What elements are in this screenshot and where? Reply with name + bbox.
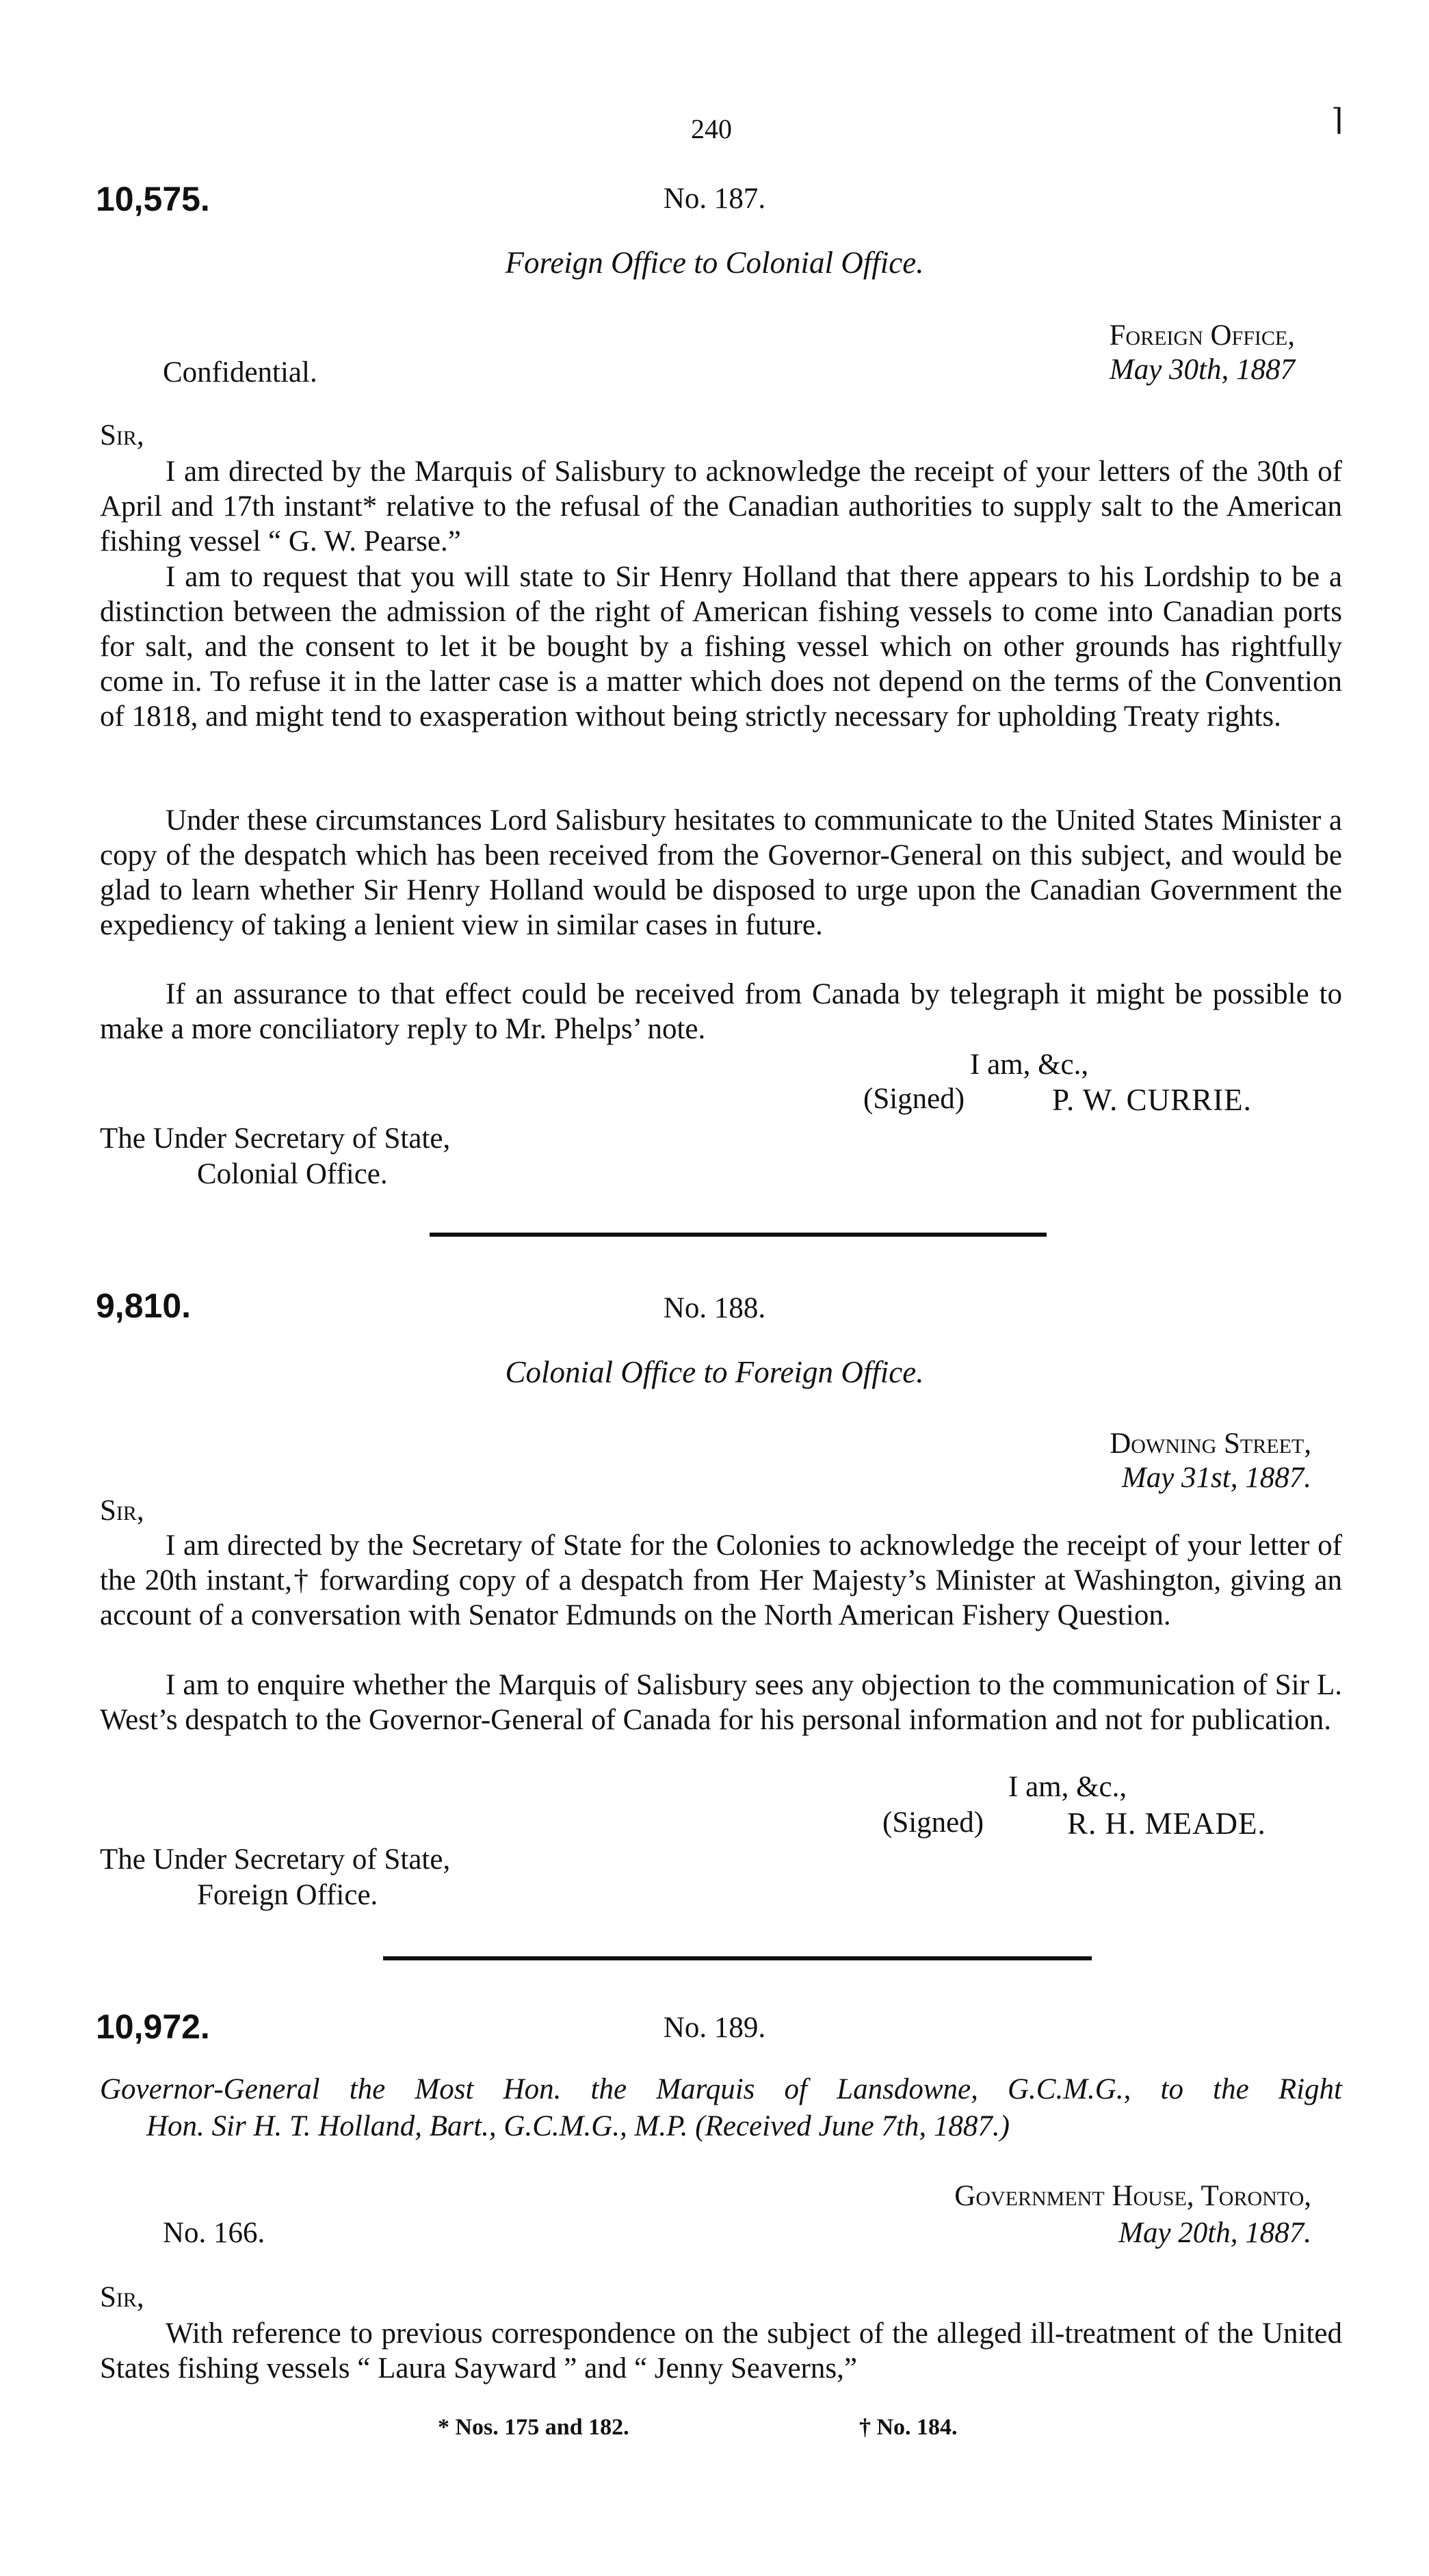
despatch-number: No. 166. [163, 2217, 265, 2249]
signatory: R. H. MEADE. [1067, 1806, 1266, 1841]
letter-heading-line-1: Governor-General the Most Hon. the Marquis of Lansdowne, G.C.M.G., to the Right [100, 2073, 1342, 2105]
body-paragraph-3: Under these circumstances Lord Salisbury hesitates to communicate to the United States Minister a copy of the despatch which has been received from the Governor-General on this subject, and would be glad to learn whether Sir Henry Holland would be disposed to urge upon the Canadian Government the expediency of taking a lenient view in similar cases in future. [100, 804, 1342, 941]
body-paragraph-1: With reference to previous correspondence on the subject of the alleged ill-treatment of the United States fishing vessels “ Laura Sayward ” and “ Jenny Seaverns,” [100, 2317, 1342, 2384]
closing: I am, &c., [970, 1049, 1089, 1081]
reference-number: 10,575. [96, 180, 210, 218]
addressee-line-1: The Under Secretary of State, [100, 1843, 451, 1876]
reference-number: 9,810. [96, 1287, 192, 1325]
salutation: Sir, [100, 1495, 144, 1527]
addressee-line-2: Colonial Office. [197, 1158, 388, 1190]
letter-date: May 31st, 1887. [1121, 1462, 1311, 1494]
reference-number: 10,972. [96, 2008, 210, 2046]
footnote-1: * Nos. 175 and 182. [438, 2415, 629, 2440]
addressee-line-2: Foreign Office. [197, 1879, 378, 1911]
body-paragraph-1: I am directed by the Marquis of Salisbury to acknowledge the receipt of your letters of the 30th of April and 17th instant* relative to the refusal of the Canadian authorities to supply salt to the American fishing vessel “ G. W. Pearse.” [100, 456, 1342, 557]
footnote-2: † No. 184. [859, 2415, 958, 2440]
corner-mark: ⌉ [1331, 103, 1343, 137]
letter-heading: Colonial Office to Foreign Office. [505, 1355, 924, 1389]
section-divider [383, 1956, 1092, 1960]
salutation: Sir, [100, 2281, 144, 2313]
letter-heading-line-2: Hon. Sir H. T. Holland, Bart., G.C.M.G., M.P. (Received June 7th, 1887.) [146, 2110, 1010, 2142]
page-number: 240 [691, 114, 732, 144]
letter-date: May 30th, 1887 [1109, 354, 1295, 386]
document-number: No. 189. [663, 2012, 766, 2044]
sender-place: Downing Street, [1110, 1428, 1311, 1460]
letter-heading: Foreign Office to Colonial Office. [505, 246, 924, 280]
document-number: No. 187. [663, 183, 766, 215]
confidential-marking: Confidential. [163, 356, 317, 389]
closing: I am, &c., [1008, 1771, 1127, 1803]
salutation: Sir, [100, 419, 144, 451]
section-divider [430, 1233, 1047, 1237]
sender-place: Foreign Office, [1109, 319, 1295, 352]
signed-label: (Signed) [863, 1083, 965, 1115]
sender-place: Government House, Toronto, [954, 2180, 1311, 2212]
signed-label: (Signed) [882, 1806, 984, 1839]
letter-date: May 20th, 1887. [1118, 2217, 1311, 2249]
document-number: No. 188. [663, 1292, 766, 1324]
body-paragraph-2: I am to enquire whether the Marquis of Salisbury sees any objection to the communication of Sir L. West’s despatch to the Governor-General of Canada for his personal information and not for publication. [100, 1669, 1342, 1736]
signatory: P. W. CURRIE. [1052, 1083, 1252, 1117]
addressee-line-1: The Under Secretary of State, [100, 1122, 451, 1155]
body-paragraph-2: I am to request that you will state to Sir Henry Holland that there appears to his Lordship to be a distinction between the admission of the right of American fishing vessels to come into Canadian ports for salt, and the consent to let it be bought by a fishing vessel which on other grounds has rightfully come in. To refuse it in the latter case is a matter which does not depend on the terms of the Convention of 1818, and might tend to exasperation without being strictly necessary for upholding Treaty rights. [100, 561, 1342, 733]
body-paragraph-1: I am directed by the Secretary of State for the Colonies to acknowledge the receipt of your letter of the 20th instant,† forwarding copy of a despatch from Her Majesty’s Minister at Washington, giving an account of a conversation with Senator Edmunds on the North American Fishery Question. [100, 1529, 1342, 1631]
body-paragraph-4: If an assurance to that effect could be received from Canada by telegraph it might be possible to make a more conciliatory reply to Mr. Phelps’ note. [100, 978, 1342, 1045]
